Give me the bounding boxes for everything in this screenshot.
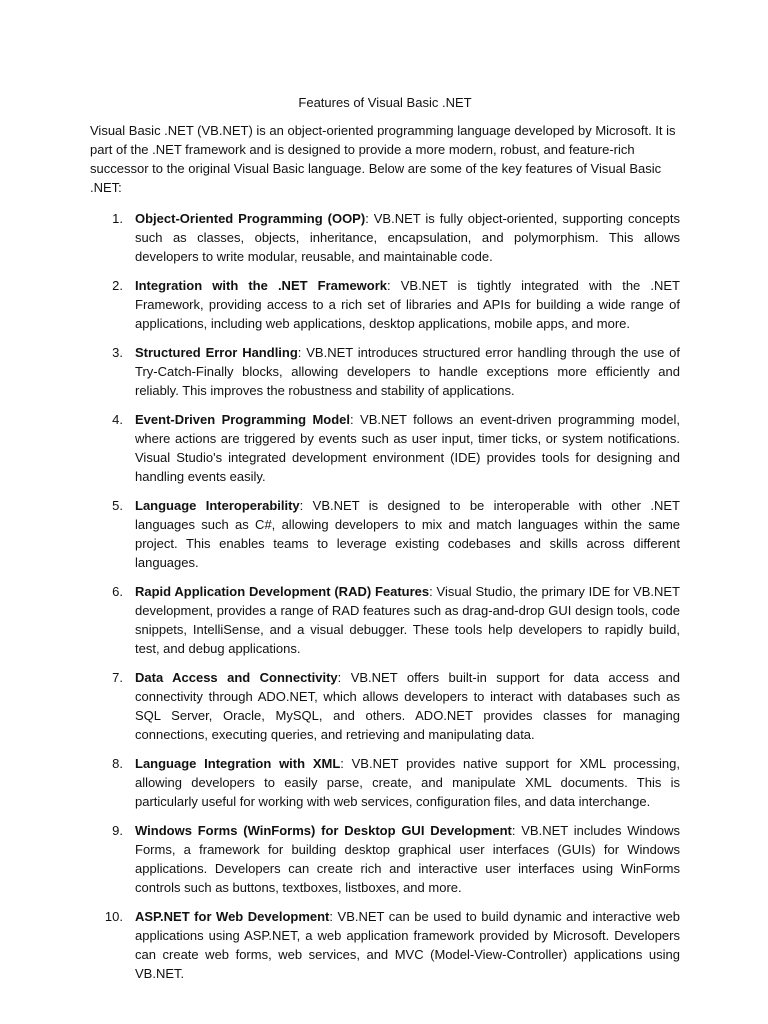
list-item-number: 7. xyxy=(112,670,123,685)
list-item-number: 2. xyxy=(112,278,123,293)
feature-name: Rapid Application Development (RAD) Features xyxy=(135,584,430,599)
intro-paragraph: Visual Basic .NET (VB.NET) is an object-oriented programming language developed by Microsoft. It is part of the .NET framework and is designed to provide a more modern, robust, and feature-rich successor to the original Visual Basic language. Below are some of the key features of Visual Basic .NET: xyxy=(90,123,676,195)
list-item-number: 4. xyxy=(112,412,123,427)
list-item-number: 9. xyxy=(112,823,123,838)
list-item-number: 5. xyxy=(112,498,123,513)
list-item xyxy=(90,410,680,486)
feature-name: Windows Forms (WinForms) for Desktop GUI Development xyxy=(135,823,512,838)
feature-description: : VB.NET is tightly integrated with the .NET Framework, providing access to a rich set of libraries and APIs for building a wide range of applications, including web applications, desktop applications, mobile apps, and more. xyxy=(135,278,680,331)
feature-description: : VB.NET provides native support for XML processing, allowing developers to easily parse, create, and manipulate XML documents. This is particularly useful for working with web services, configuration files, and data interchange. xyxy=(135,756,680,809)
list-item-number: 3. xyxy=(112,345,123,360)
list-item xyxy=(90,821,680,897)
list-item-body xyxy=(135,907,680,983)
feature-name: Data Access and Connectivity xyxy=(135,670,338,685)
list-item-body xyxy=(135,276,680,333)
list-item-body xyxy=(135,343,680,400)
feature-list xyxy=(90,209,680,983)
list-item-body xyxy=(135,668,680,744)
feature-name: Object-Oriented Programming (OOP) xyxy=(135,211,366,226)
feature-name: Language Integration with XML xyxy=(135,756,341,771)
list-item-number: 6. xyxy=(112,584,123,599)
list-item xyxy=(90,582,680,658)
feature-name: ASP.NET for Web Development xyxy=(135,909,330,924)
list-item-body xyxy=(135,209,680,266)
list-item-body xyxy=(135,496,680,572)
list-item-body xyxy=(135,754,680,811)
feature-description: : Visual Studio, the primary IDE for VB.NET development, provides a range of RAD features such as drag-and-drop GUI design tools, code snippets, IntelliSense, and a visual debugger. These tools help developers to rapidly build, test, and debug applications. xyxy=(135,584,680,656)
list-item-number: 10. xyxy=(104,909,123,924)
list-item xyxy=(90,276,680,333)
list-item-body xyxy=(135,821,680,897)
list-item-body xyxy=(135,410,680,486)
list-item xyxy=(90,343,680,400)
feature-description: : VB.NET can be used to build dynamic and interactive web applications using ASP.NET, a web application framework provided by Microsoft. Developers can create web forms, web services, and MVC (Model-View-Controller) applications using VB.NET. xyxy=(135,909,681,981)
list-item xyxy=(90,209,680,266)
feature-description: : VB.NET offers built-in support for data access and connectivity through ADO.NET, which allows developers to interact with databases such as SQL Server, Oracle, MySQL, and others. ADO.NET provides classes for managing connections, executing queries, and retrieving and manipulating data. xyxy=(135,670,680,742)
feature-description: : VB.NET is fully object-oriented, supporting concepts such as classes, objects, inheritance, encapsulation, and polymorphism. This allows developers to write modular, reusable, and maintainable code. xyxy=(135,211,681,264)
feature-description: : VB.NET includes Windows Forms, a framework for building desktop graphical user interfaces (GUIs) for Windows applications. Developers can create rich and interactive user interfaces using WinForms controls such as buttons, textboxes, listboxes, and more. xyxy=(135,823,680,895)
feature-name: Language Interoperability xyxy=(135,498,300,513)
feature-description: : VB.NET introduces structured error handling through the use of Try-Catch-Finally blocks, allowing developers to handle exceptions more efficiently and reliably. This improves the robustness and stability of applications. xyxy=(135,345,680,398)
feature-name: Event-Driven Programming Model xyxy=(135,412,351,427)
feature-name: Structured Error Handling xyxy=(135,345,298,360)
feature-description: : VB.NET follows an event-driven programming model, where actions are triggered by events such as user input, timer ticks, or system notifications. Visual Studio's integrated development environment (IDE) provides tools for designing and handling events easily. xyxy=(135,412,680,484)
document-title: Features of Visual Basic .NET xyxy=(298,95,472,110)
list-item xyxy=(90,754,680,811)
list-item xyxy=(90,668,680,744)
list-item-number: 1. xyxy=(112,211,123,226)
list-item-body xyxy=(135,582,680,658)
list-item xyxy=(90,496,680,572)
feature-name: Integration with the .NET Framework xyxy=(135,278,388,293)
list-item-number: 8. xyxy=(112,756,123,771)
feature-description: : VB.NET is designed to be interoperable with other .NET languages such as C#, allowing developers to mix and match languages within the same project. This enables teams to leverage existing codebases and skills across different languages. xyxy=(135,498,680,570)
list-item xyxy=(90,907,680,983)
